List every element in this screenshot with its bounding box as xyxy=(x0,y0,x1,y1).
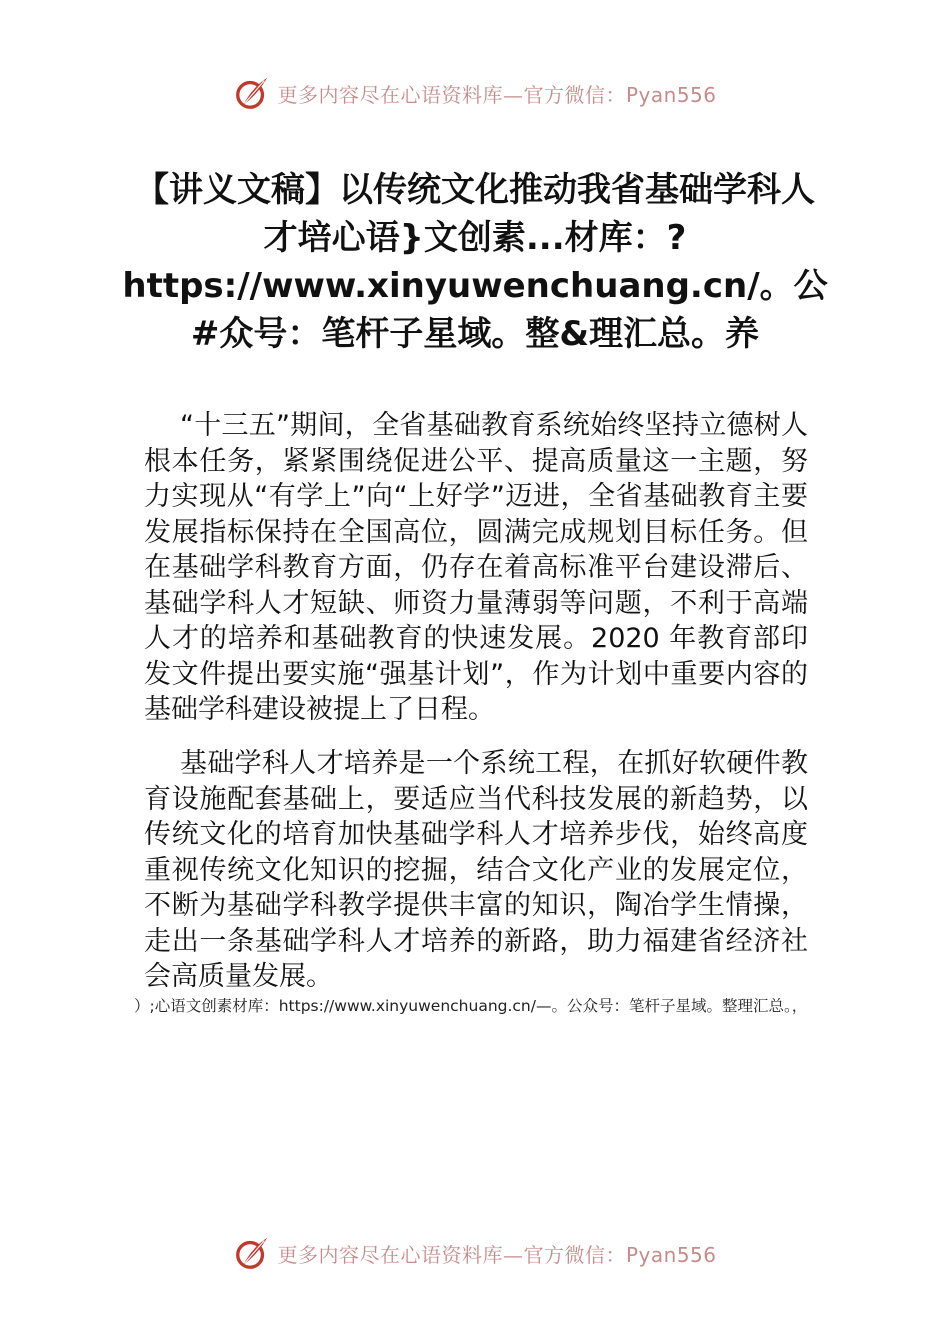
source-footnote: ）;心语文创素材库：https://www.xinyuwenchuang.cn/—。公众号：笔杆子星域。整理汇总。， xyxy=(134,997,808,1015)
header-banner-id: Pyan556 xyxy=(625,82,717,107)
paragraph-2: 基础学科人才培养是一个系统工程，在抓好软硬件教育设施配套基础上，要适应当代科技发展的新趋势，以传统文化的培育加快基础学科人才培养步伐，始终高度重视传统文化知识的挖掘，结合文化产业的发展定位，不断为基础学科教学提供丰富的知识，陶冶学生情操，走出一条基础学科人才培养的新路，助力福建省经济社会高质量发展。 xyxy=(144,748,808,992)
footer-banner xyxy=(0,1230,950,1276)
header-banner xyxy=(0,70,950,116)
header-banner-text: 更多内容尽在心语资料库—官方微信：Pyan556 xyxy=(277,82,717,107)
footer-banner-id: Pyan556 xyxy=(625,1242,717,1267)
paragraph-1: “十三五”期间，全省基础教育系统始终坚持立德树人根本任务，紧紧围绕促进公平、提高质量这一主题，努力实现从“有学上”向“上好学”迈进，全省基础教育主要发展指标保持在全国高位，圆满完成规划目标任务。但在基础学科教育方面，仍存在着高标准平台建设滞后、基础学科人才短缺、师资力量薄弱等问题，不利于高端人才的培养和基础教育的快速发展。2020 年教育部印发文件提出要实施“强基计划”，作为计划中重要内容的基础学科建设被提上了日程。 xyxy=(144,410,808,725)
document-title: 【讲义文稿】以传统文化推动我省基础学科人才培心语}文创素...材库：?https://www.xinyuwenchuang.cn/。公#众号：笔杆子星域。整&理汇总。养 xyxy=(122,170,828,354)
feather-quill-logo-icon xyxy=(233,74,271,112)
feather-quill-logo-icon xyxy=(233,1234,271,1272)
footer-banner-text: 更多内容尽在心语资料库—官方微信：Pyan556 xyxy=(277,1242,717,1267)
